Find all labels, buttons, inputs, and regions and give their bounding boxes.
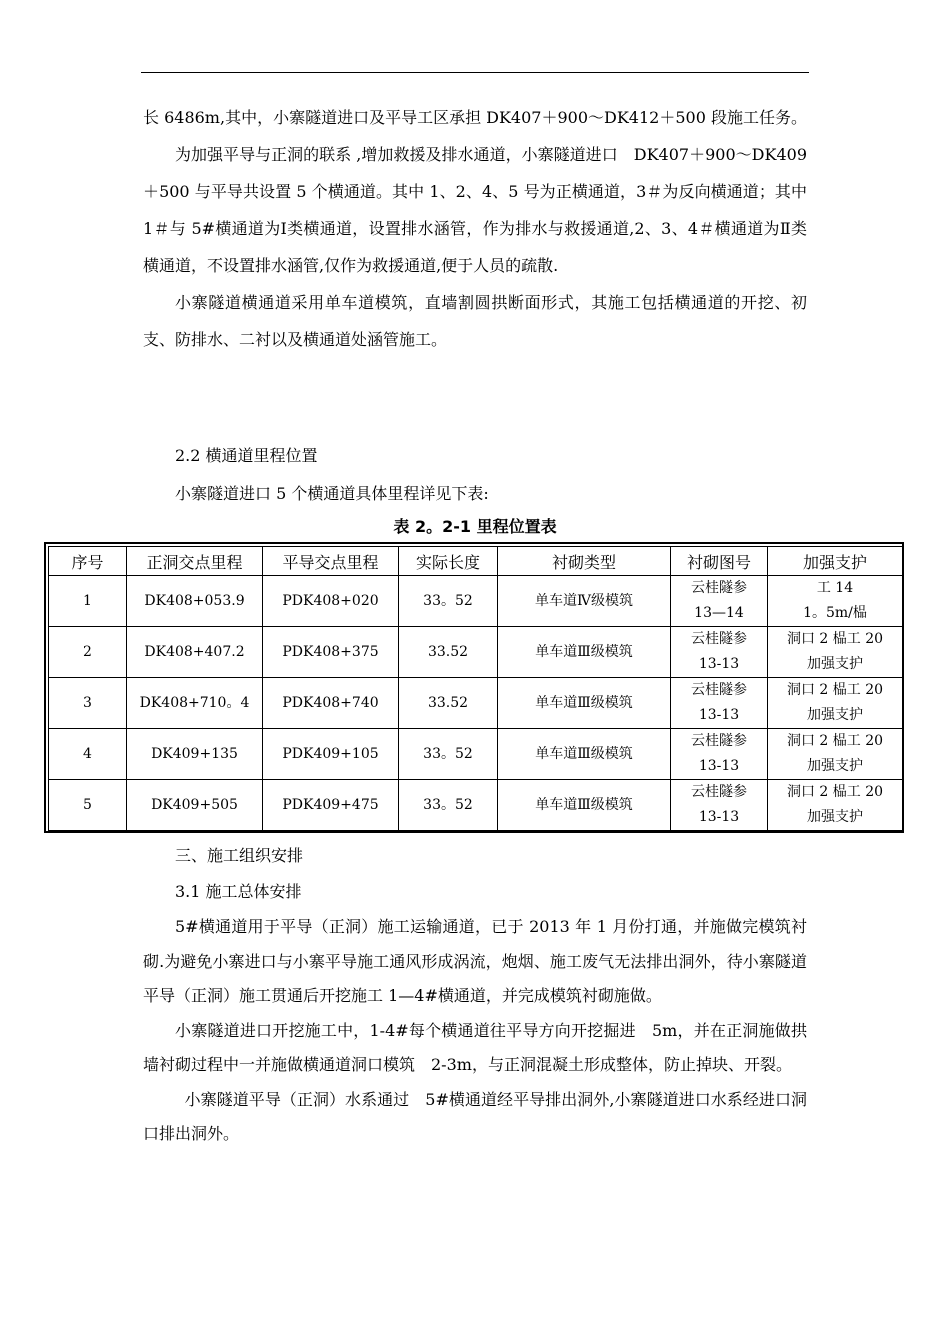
cell-lining-type: 单车道Ⅲ级模筑 [498, 780, 671, 831]
cell-pilot-mileage: PDK409+475 [263, 780, 399, 831]
cell-support [768, 576, 903, 627]
paragraph-drainage: 小寨隧道平导（正洞）水系通过 5#横通道经平导排出洞外,小寨隧道进口水系经进口洞口排出洞外。 [143, 1089, 807, 1143]
support-line: 洞口 2 榀工 20 [786, 784, 884, 800]
cell-drawing-no [671, 627, 768, 678]
header-main-mileage: 正洞交点里程 [127, 547, 263, 576]
cell-support [768, 627, 903, 678]
section-2-2 [143, 437, 807, 513]
table-row [49, 729, 903, 780]
cell-main-mileage: DK409+135 [127, 729, 263, 780]
header-drawing-no: 衬砌图号 [671, 547, 768, 576]
cell-length: 33.52 [399, 627, 498, 678]
drawing-line: 云桂隧参 [691, 580, 747, 596]
cell-drawing-no [671, 780, 768, 831]
cell-drawing-no [671, 678, 768, 729]
section-2-2-heading: 2.2 横通道里程位置 [175, 446, 318, 465]
cell-main-mileage: DK408+053.9 [127, 576, 263, 627]
support-line: 洞口 2 榀工 20 [786, 682, 884, 698]
drawing-line: 云桂隧参 [691, 631, 747, 647]
section-3-heading: 三、施工组织安排 [175, 846, 304, 865]
section-2-2-intro: 小寨隧道进口 5 个横通道具体里程详见下表: [175, 484, 489, 503]
table-row [49, 627, 903, 678]
cell-no: 3 [49, 678, 127, 729]
table-caption: 表 2。2-1 里程位置表 [393, 517, 557, 536]
cell-support [768, 678, 903, 729]
cell-pilot-mileage: PDK408+740 [263, 678, 399, 729]
cell-no: 4 [49, 729, 127, 780]
cell-lining-type: 单车道Ⅲ级模筑 [498, 627, 671, 678]
support-line: 加强支护 [807, 707, 863, 723]
drawing-line: 13—14 [694, 605, 744, 621]
paragraph-excavation: 小寨隧道进口开挖施工中，1-4#每个横通道往平导方向开挖掘进 5m，并在正洞施做拱墙衬砌过程中一并施做横通道洞口模筑 2-3m，与正洞混凝土形成整体，防止掉块、开裂。 [143, 1020, 807, 1074]
cell-lining-type: 单车道Ⅳ级模筑 [498, 576, 671, 627]
drawing-line: 云桂隧参 [691, 733, 747, 749]
drawing-line: 13-13 [698, 656, 740, 672]
cell-no: 2 [49, 627, 127, 678]
table-row [49, 678, 903, 729]
header-pilot-mileage: 平导交点里程 [263, 547, 399, 576]
paragraph-length: 长 6486m,其中，小寨隧道进口及平导工区承担 DK407＋900～DK412＋500 段施工任务。 [143, 108, 807, 127]
mileage-table [48, 546, 903, 831]
mileage-table-frame [44, 542, 904, 833]
drawing-line: 云桂隧参 [691, 682, 747, 698]
cell-length: 33。52 [399, 780, 498, 831]
header-lining-type: 衬砌类型 [498, 547, 671, 576]
cell-lining-type: 单车道Ⅲ级模筑 [498, 729, 671, 780]
header-rule [141, 72, 809, 73]
cell-main-mileage: DK408+407.2 [127, 627, 263, 678]
cell-no: 5 [49, 780, 127, 831]
drawing-line: 云桂隧参 [691, 784, 747, 800]
cell-main-mileage: DK408+710。4 [127, 678, 263, 729]
support-line: 1。5m/榀 [803, 605, 867, 621]
cell-length: 33。52 [399, 729, 498, 780]
header-length: 实际长度 [399, 547, 498, 576]
table-header-row [49, 547, 903, 576]
paragraph-cross-passages: 为加强平导与正洞的联系 ,增加救援及排水通道，小寨隧道进口 DK407＋900～DK409＋500 与平导共设置 5 个横通道。其中 1、2、4、5 号为正横通道，3＃为反向横通道；其中 1＃与 5#横通道为Ⅰ类横通道，设置排水涵管，作为排水与救援通道,2、3、4＃横通道为Ⅱ类横通道，不设置排水涵管,仅作为救援通道,便于人员的疏散. [143, 145, 807, 275]
table-row [49, 576, 903, 627]
intro-section [143, 99, 807, 358]
cell-no: 1 [49, 576, 127, 627]
paragraph-passage-5: 5#横通道用于平导（正洞）施工运输通道，已于 2013 年 1 月份打通，并施做完模筑衬砌.为避免小寨进口与小寨平导施工通风形成涡流，炮烟、施工废气无法排出洞外，待小寨隧道平导（正洞）施工贯通后开挖施工 1—4#横通道，并完成模筑衬砌施做。 [143, 917, 807, 1005]
header-support: 加强支护 [768, 547, 903, 576]
header-no: 序号 [49, 547, 127, 576]
cell-support [768, 729, 903, 780]
cell-length: 33。52 [399, 576, 498, 627]
support-line: 洞口 2 榀工 20 [786, 733, 884, 749]
drawing-line: 13-13 [698, 758, 740, 774]
cell-main-mileage: DK409+505 [127, 780, 263, 831]
drawing-line: 13-13 [698, 707, 740, 723]
cell-support [768, 780, 903, 831]
cell-drawing-no [671, 576, 768, 627]
drawing-line: 13-13 [698, 809, 740, 825]
cell-length: 33.52 [399, 678, 498, 729]
table-row [49, 780, 903, 831]
section-3-1-heading: 3.1 施工总体安排 [175, 882, 302, 901]
section-3 [143, 838, 807, 1152]
cell-pilot-mileage: PDK408+375 [263, 627, 399, 678]
support-line: 加强支护 [807, 809, 863, 825]
support-line: 工 14 [816, 580, 854, 596]
cell-pilot-mileage: PDK408+020 [263, 576, 399, 627]
support-line: 洞口 2 榀工 20 [786, 631, 884, 647]
cell-pilot-mileage: PDK409+105 [263, 729, 399, 780]
support-line: 加强支护 [807, 758, 863, 774]
cell-drawing-no [671, 729, 768, 780]
cell-lining-type: 单车道Ⅲ级模筑 [498, 678, 671, 729]
paragraph-construction-method: 小寨隧道横通道采用单车道模筑，直墙割圆拱断面形式，其施工包括横通道的开挖、初支、防排水、二衬以及横通道处涵管施工。 [143, 293, 807, 349]
support-line: 加强支护 [807, 656, 863, 672]
